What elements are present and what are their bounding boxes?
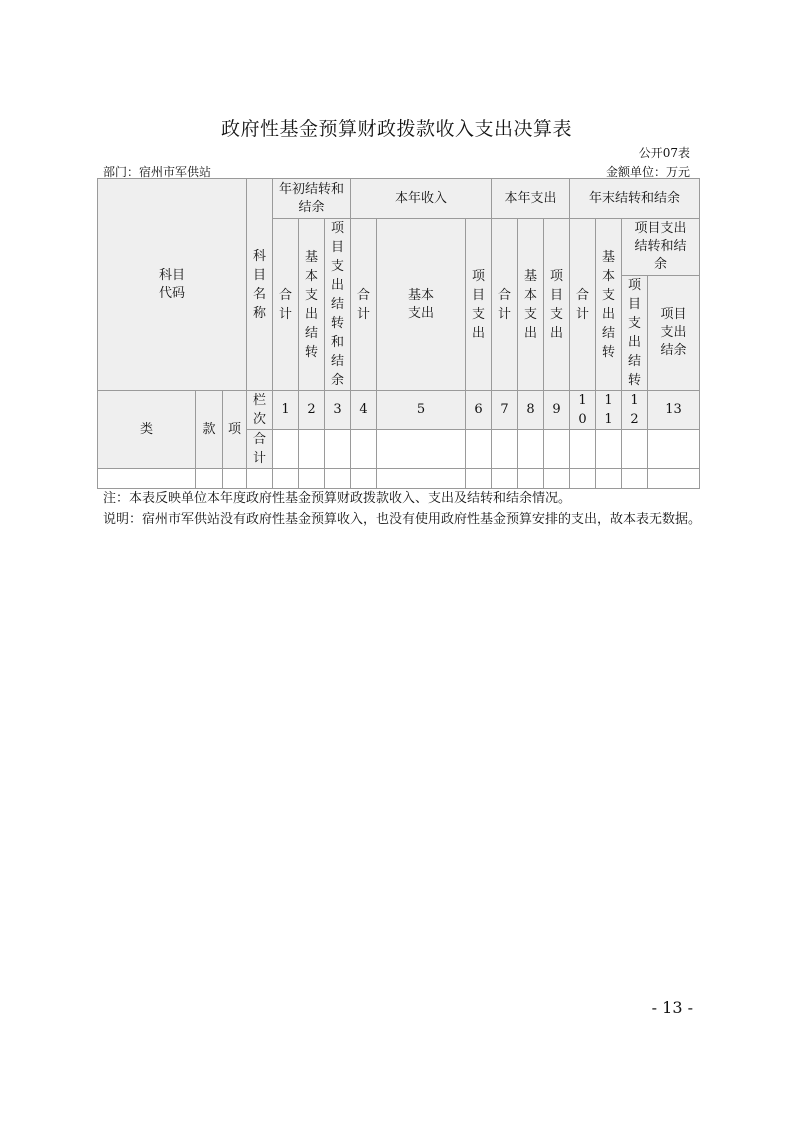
page-number: - 13 - [651, 998, 693, 1017]
expense-basic-header: 基本支出 [518, 219, 544, 391]
fund-budget-table [97, 178, 700, 489]
total-cell [518, 430, 544, 469]
column-number: 9 [544, 391, 570, 430]
beginning-total-header: 合计 [273, 219, 299, 391]
data-cell [596, 469, 622, 489]
beginning-project-header: 项目支出结转和结余 [325, 219, 351, 391]
data-cell [273, 469, 299, 489]
ending-project-balance-header: 项目 支出 结余 [648, 276, 700, 391]
ending-project-carry-header: 项目支出结转 [622, 276, 648, 391]
total-cell [596, 430, 622, 469]
current-expense-header: 本年支出 [492, 179, 570, 219]
total-cell [325, 430, 351, 469]
column-number: 4 [351, 391, 377, 430]
total-cell [377, 430, 466, 469]
ending-balance-header: 年末结转和结余 [570, 179, 700, 219]
data-cell [492, 469, 518, 489]
data-cell [299, 469, 325, 489]
total-row-label: 合计 [247, 430, 273, 469]
total-cell [273, 430, 299, 469]
data-cell [518, 469, 544, 489]
data-cell [544, 469, 570, 489]
data-cell [196, 469, 223, 489]
column-number: 10 [570, 391, 596, 430]
column-number: 3 [325, 391, 351, 430]
department-label: 部门：宿州市军供站 [103, 165, 212, 179]
column-number: 2 [299, 391, 325, 430]
income-project-header: 项目支出 [466, 219, 492, 391]
subject-name-header: 科目名称 [247, 179, 273, 391]
column-number: 7 [492, 391, 518, 430]
income-total-header: 合计 [351, 219, 377, 391]
data-cell [570, 469, 596, 489]
table-explanation: 说明：宿州市军供站没有政府性基金预算收入，也没有使用政府性基金预算安排的支出，故本表无数据。 [103, 512, 702, 527]
data-cell [98, 469, 196, 489]
total-cell [622, 430, 648, 469]
data-cell [325, 469, 351, 489]
expense-project-header: 项目支出 [544, 219, 570, 391]
data-cell [648, 469, 700, 489]
expense-total-header: 合计 [492, 219, 518, 391]
column-number: 1 [273, 391, 299, 430]
beginning-balance-header: 年初结转和结余 [273, 179, 351, 219]
column-number: 6 [466, 391, 492, 430]
total-cell [544, 430, 570, 469]
table-row [98, 469, 700, 489]
data-cell [622, 469, 648, 489]
column-number: 12 [622, 391, 648, 430]
total-cell [299, 430, 325, 469]
total-cell [492, 430, 518, 469]
total-cell [466, 430, 492, 469]
table-number: 公开07表 [638, 146, 690, 160]
xiang-header: 项 [223, 391, 247, 469]
total-cell [648, 430, 700, 469]
amount-unit-label: 金额单位：万元 [605, 165, 690, 179]
ending-total-header: 合计 [570, 219, 596, 391]
kuan-header: 款 [196, 391, 223, 469]
beginning-basic-header: 基本支出结转 [299, 219, 325, 391]
column-number: 5 [377, 391, 466, 430]
ending-basic-header: 基本支出结转 [596, 219, 622, 391]
data-cell [466, 469, 492, 489]
data-cell [351, 469, 377, 489]
data-cell [223, 469, 247, 489]
current-income-header: 本年收入 [351, 179, 492, 219]
data-cell [377, 469, 466, 489]
total-cell [351, 430, 377, 469]
column-index-label: 栏次 [247, 391, 273, 430]
column-number: 13 [648, 391, 700, 430]
column-number: 11 [596, 391, 622, 430]
total-cell [570, 430, 596, 469]
page-title: 政府性基金预算财政拨款收入支出决算表 [220, 118, 572, 140]
lei-header: 类 [98, 391, 196, 469]
data-cell [247, 469, 273, 489]
income-basic-header: 基本 支出 [377, 219, 466, 391]
ending-project-group-header: 项目支出结转和结余 [622, 219, 700, 276]
table-note: 注：本表反映单位本年度政府性基金预算财政拨款收入、支出及结转和结余情况。 [103, 491, 572, 506]
subject-code-header: 科目 代码 [98, 179, 247, 391]
column-number: 8 [518, 391, 544, 430]
